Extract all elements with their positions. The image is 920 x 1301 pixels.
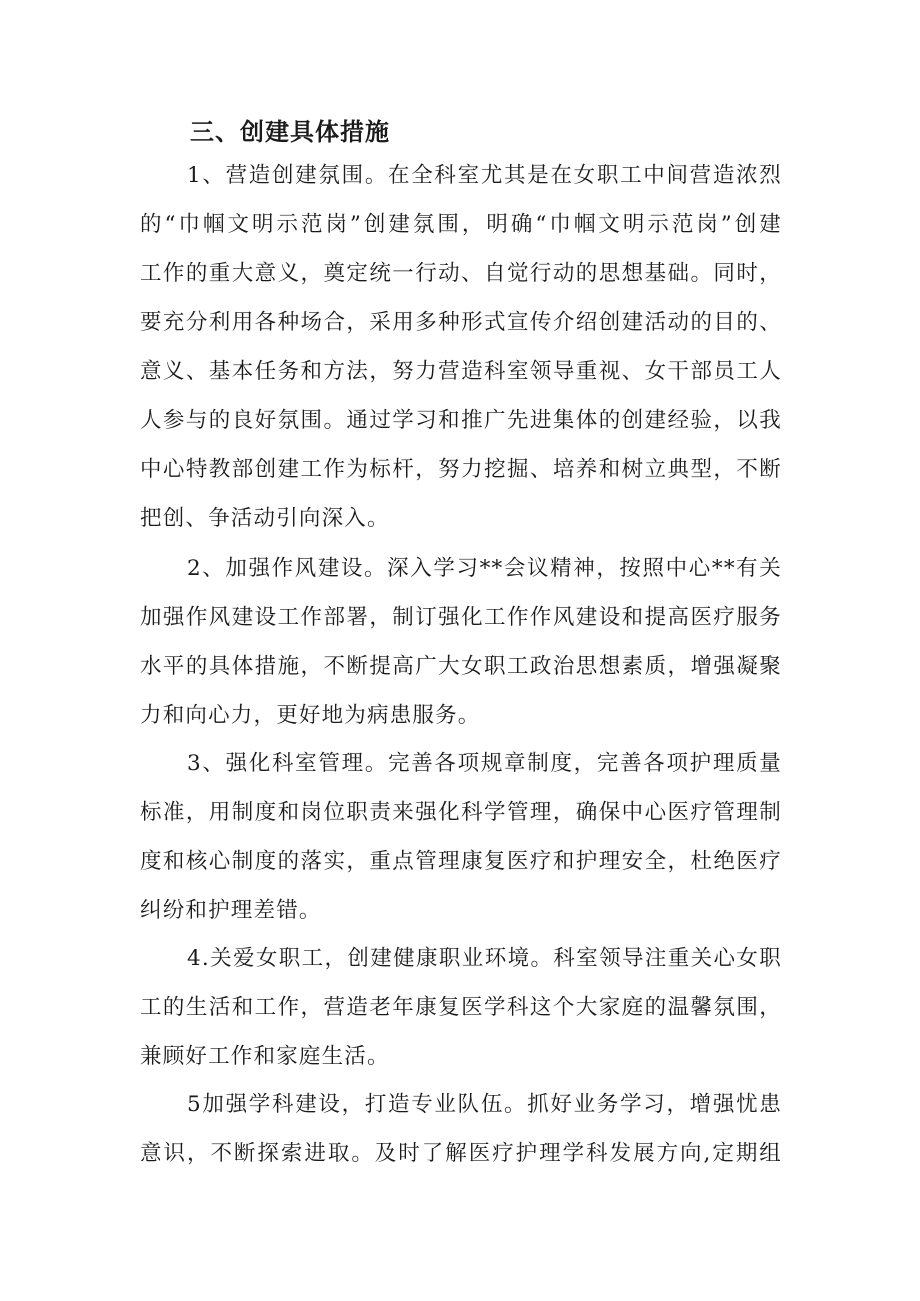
paragraph-line: 标准，用制度和岗位职责来强化科学管理，确保中心医疗管理制	[140, 800, 782, 825]
paragraph-line: 1、营造创建氛围。在全科室尤其是在女职工中间营造浓烈	[187, 163, 782, 188]
paragraph-line: 力和向心力，更好地为病患服务。	[140, 703, 481, 728]
paragraph-line: 要充分利用各种场合，采用多种形式宣传介绍创建活动的目的、	[140, 310, 782, 335]
paragraph-line: 5加强学科建设，打造专业队伍。抓好业务学习，增强忧患	[187, 1092, 782, 1117]
paragraph-5	[140, 1080, 782, 1178]
paragraph-1	[140, 151, 782, 543]
paragraph-line: 2、加强作风建设。深入学习**会议精神，按照中心**有关	[187, 556, 782, 581]
paragraph-2	[140, 544, 782, 740]
paragraph-line: 加强作风建设工作部署，制订强化工作作风建设和提高医疗服务	[140, 605, 782, 630]
paragraph-line: 3、强化科室管理。完善各项规章制度，完善各项护理质量	[187, 751, 782, 776]
section-heading: 三、创建具体措施	[190, 118, 390, 146]
paragraph-line: 水平的具体措施，不断提高广大女职工政治思想素质，增强凝聚	[140, 654, 782, 679]
paragraph-line: 把创、争活动引向深入。	[140, 506, 390, 531]
paragraph-line: 人参与的良好氛围。通过学习和推广先进集体的创建经验，以我	[140, 408, 782, 433]
paragraph-3	[140, 739, 782, 935]
paragraph-line: 工作的重大意义，奠定统一行动、自觉行动的思想基础。同时，	[140, 261, 782, 286]
paragraph-line: 的“巾帼文明示范岗”创建氛围，明确“巾帼文明示范岗”创建	[140, 212, 782, 237]
paragraph-line: 工的生活和工作，营造老年康复医学科这个大家庭的温馨氛围，	[140, 995, 782, 1020]
paragraph-line: 兼顾好工作和家庭生活。	[140, 1044, 390, 1069]
paragraph-line: 度和核心制度的落实，重点管理康复医疗和护理安全，杜绝医疗	[140, 849, 782, 874]
paragraph-line: 纠纷和护理差错。	[140, 898, 322, 923]
paragraph-4	[140, 934, 782, 1081]
paragraph-line: 中心特教部创建工作为标杆，努力挖掘、培养和树立典型，不断	[140, 457, 782, 482]
paragraph-line: 意识，不断探索进取。及时了解医疗护理学科发展方向,定期组	[140, 1141, 782, 1166]
paragraph-line: 意义、基本任务和方法，努力营造科室领导重视、女干部员工人	[140, 359, 782, 384]
paragraph-line: 4.关爱女职工，创建健康职业环境。科室领导注重关心女职	[187, 946, 782, 971]
